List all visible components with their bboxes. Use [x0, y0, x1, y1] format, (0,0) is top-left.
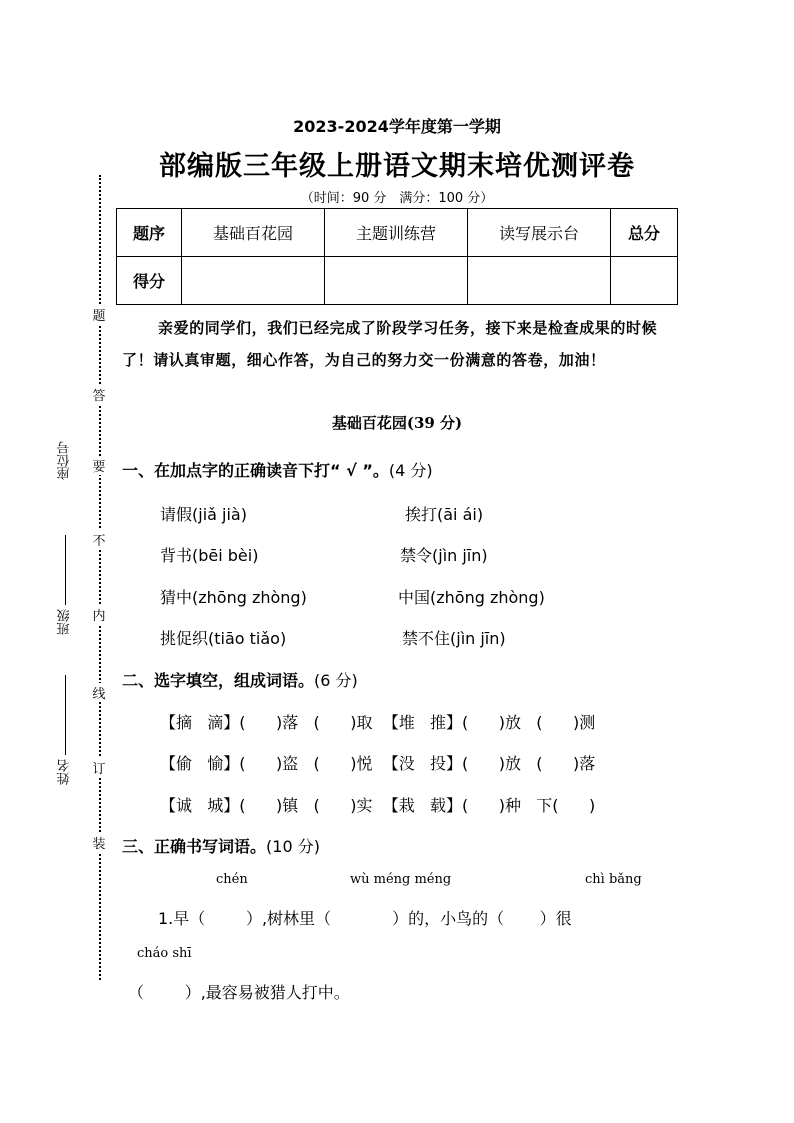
question-text: 二、选字填空，组成词语。: [122, 671, 315, 690]
pinyin-hint: chén: [216, 872, 248, 887]
pinyin-hint: chì bǎng: [585, 872, 642, 887]
binding-char: 装: [88, 833, 110, 852]
question-points: (6 分): [314, 671, 358, 690]
table-row: [117, 257, 678, 305]
table-header: 总分: [611, 209, 678, 257]
name-underline: [64, 675, 66, 755]
fill-in-sentence[interactable]: （ ）,最容易被猎人打中。: [128, 983, 350, 1002]
list-item[interactable]: 挨打(āi ái): [405, 505, 484, 524]
question-points: (4 分): [388, 461, 433, 480]
fill-in-row[interactable]: 【诚 城】( )镇 ( )实 【栽 载】( )种 下( ): [160, 796, 596, 815]
binding-char: 内: [88, 605, 110, 624]
question-1-heading: [122, 458, 433, 481]
question-2-heading: [122, 668, 358, 691]
question-text: 一、在加点字的正确读音下打“ √ ”。: [122, 461, 389, 480]
table-header: 题序: [117, 209, 182, 257]
exam-year-term: [0, 114, 794, 137]
binding-char: 不: [88, 530, 110, 549]
table-row: [117, 209, 678, 257]
list-item[interactable]: 挑促织(tiāo tiǎo): [160, 629, 287, 648]
fill-in-sentence[interactable]: 1.早（ ）,树林里（ ）的，小鸟的（ ）很: [158, 909, 572, 928]
list-item[interactable]: 猜中(zhōng zhòng): [160, 588, 307, 607]
exam-info: （时间：90 分 满分：100 分）: [300, 191, 494, 206]
pinyin-hint: wù méng méng: [350, 872, 452, 887]
pinyin-hint: cháo shī: [137, 946, 192, 961]
table-header: 主题训练营: [325, 209, 468, 257]
score-table: [116, 208, 678, 305]
seat-number-label: 座位号: [57, 441, 73, 480]
list-item[interactable]: 禁令(jìn jīn): [400, 546, 488, 565]
fill-in-row[interactable]: 【摘 滴】( )落 ( )取 【堆 推】( )放 ( )测: [160, 713, 596, 732]
term: 学年度第一学期: [388, 117, 501, 136]
question-points: (10 分): [266, 837, 320, 856]
binding-char: 答: [88, 385, 110, 404]
list-item[interactable]: 禁不住(jìn jīn): [402, 629, 506, 648]
question-3-heading: [122, 834, 320, 857]
binding-char: 要: [88, 456, 110, 475]
question-text: 三、正确书写词语。: [122, 837, 267, 856]
list-item[interactable]: 背书(bēi bèi): [160, 546, 259, 565]
binding-dotted-line: [99, 175, 101, 980]
intro-paragraph: 亲爱的同学们，我们已经完成了阶段学习任务，接下来是检查成果的时候了！请认真审题，细心作答，为自己的努力交一份满意的答卷，加油！: [122, 319, 658, 369]
name-label: 姓名: [57, 759, 73, 785]
fill-in-row[interactable]: 【偷 愉】( )盗 ( )悦 【没 投】( )放 ( )落: [160, 754, 596, 773]
binding-char: 题: [88, 305, 110, 324]
list-item[interactable]: 中国(zhōng zhòng): [398, 588, 545, 607]
year: 2023-2024: [293, 117, 389, 136]
table-header: 基础百花园: [182, 209, 325, 257]
class-label: 班级: [57, 609, 73, 635]
score-row-label: 得分: [117, 257, 182, 305]
score-cell[interactable]: [611, 257, 678, 305]
binding-char: 订: [88, 758, 110, 777]
list-item[interactable]: 请假(jiǎ jià): [160, 505, 247, 524]
binding-char: 线: [88, 683, 110, 702]
score-cell[interactable]: [468, 257, 611, 305]
class-underline: [64, 535, 66, 605]
table-header: 读写展示台: [468, 209, 611, 257]
score-cell[interactable]: [325, 257, 468, 305]
class-field[interactable]: [50, 510, 80, 635]
score-cell[interactable]: [182, 257, 325, 305]
section-title: 基础百花园(39 分): [331, 414, 463, 432]
page-title: 部编版三年级上册语文期末培优测评卷: [159, 151, 635, 182]
name-field[interactable]: [50, 655, 80, 785]
